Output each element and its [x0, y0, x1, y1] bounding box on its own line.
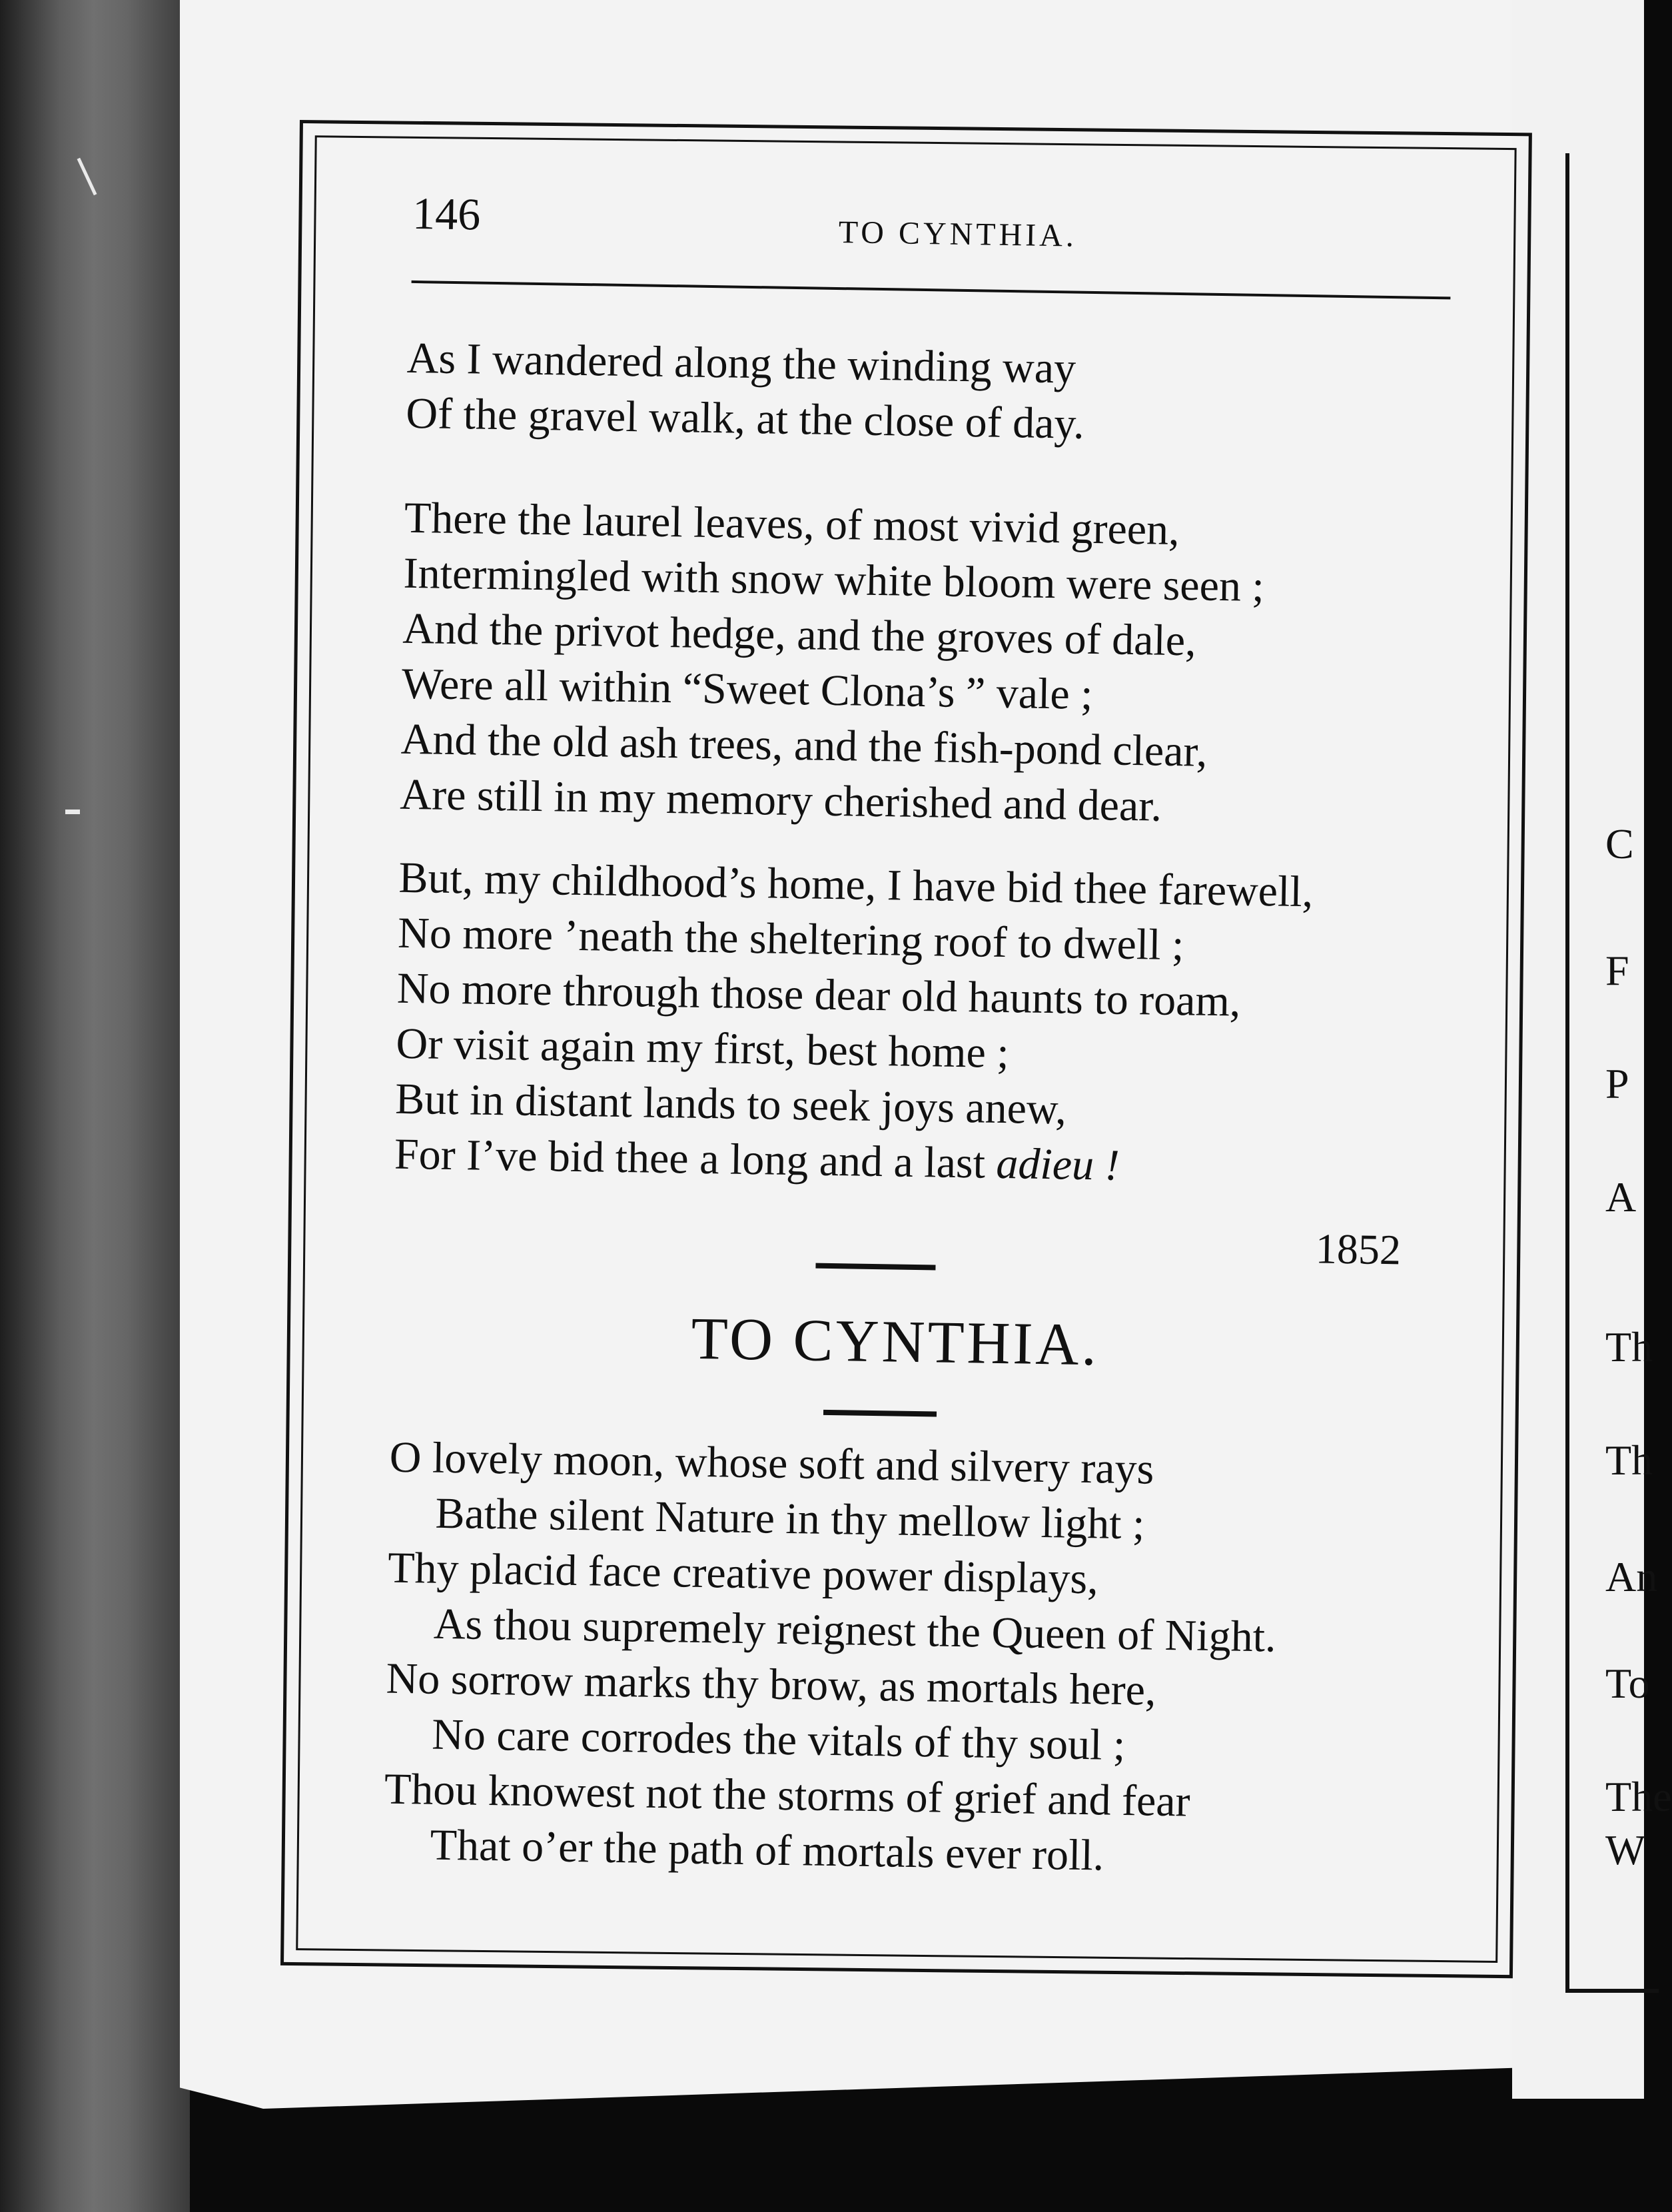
verse-line: As thou supremely reignest the Queen of Night.	[433, 1599, 1277, 1662]
facing-page-fragment: Th	[1605, 1436, 1653, 1484]
verse-line: No sorrow marks thy brow, as mortals here,	[386, 1654, 1157, 1715]
verse-line: Bathe silent Nature in thy mellow light ;	[435, 1488, 1146, 1549]
verse-line: No more through those dear old haunts to roam,	[396, 963, 1241, 1026]
poem-title: TO CYNTHIA.	[690, 1305, 1100, 1379]
verse-line: Intermingled with snow white bloom were seen ;	[403, 548, 1265, 612]
verse-line: But in distant lands to seek joys anew,	[394, 1074, 1067, 1134]
verse-line: That o’er the path of mortals ever roll.	[430, 1820, 1104, 1880]
date-year: 1852	[1315, 1225, 1402, 1274]
verse-line: O lovely moon, whose soft and silvery rays	[389, 1432, 1154, 1494]
verse-line: There the laurel leaves, of most vivid green,	[404, 493, 1180, 555]
verse-line: Are still in my memory cherished and dear.	[399, 770, 1162, 831]
verse-line-text: For I’ve bid thee a long and a last	[394, 1129, 997, 1188]
verse-line: No care corrodes the vitals of thy soul ;	[431, 1710, 1126, 1770]
verse-line: And the old ash trees, and the fish-pond clear,	[400, 714, 1208, 776]
facing-page-fragment: W	[1605, 1826, 1646, 1874]
facing-page-fragment: An	[1605, 1553, 1658, 1600]
verse-line: Thou knowest not the storms of grief and fear	[384, 1764, 1191, 1826]
spine-mark	[65, 810, 80, 814]
facing-page-fragment: P	[1605, 1060, 1629, 1107]
facing-page-fragment: To	[1605, 1660, 1650, 1707]
poem-body	[383, 1430, 1279, 1886]
verse-line: Thy placid face creative power displays,	[387, 1543, 1099, 1604]
stanza-3	[394, 850, 1313, 1197]
spine-mark	[77, 158, 97, 195]
verse-line: But, my childhood’s home, I have bid thee farewell,	[398, 853, 1314, 917]
facing-page-fragment: A	[1605, 1173, 1637, 1221]
verse-line: No more ’neath the sheltering roof to dwell ;	[397, 908, 1185, 970]
stanza-2	[400, 490, 1266, 835]
facing-page-fragment: The	[1605, 1773, 1672, 1820]
verse-line: As I wandered along the winding way	[406, 333, 1076, 393]
facing-page-fragment: C	[1605, 820, 1634, 867]
running-head: TO CYNTHIA.	[838, 214, 1078, 254]
verse-line: And the privot hedge, and the groves of dale,	[402, 604, 1197, 666]
facing-page-frame-bottom	[1565, 1989, 1659, 1993]
verse-line: Of the gravel walk, at the close of day.	[405, 388, 1085, 448]
title-rule-bottom	[823, 1410, 937, 1417]
facing-page-fragment: Th	[1605, 1323, 1653, 1371]
page-content	[346, 180, 1452, 1916]
book-spine	[0, 0, 190, 2212]
italic-word: adieu !	[995, 1139, 1120, 1190]
header-rule	[412, 280, 1451, 300]
title-rule-top	[815, 1263, 935, 1271]
verse-line: Or visit again my first, best home ;	[396, 1019, 1010, 1078]
stanza-1	[406, 330, 1086, 452]
verse-line: Were all within “Sweet Clona’s ” vale ;	[401, 659, 1094, 720]
page-number: 146	[412, 187, 481, 240]
facing-page-frame	[1565, 153, 1569, 1992]
facing-page-edge	[1512, 0, 1672, 2099]
facing-page-fragment: F	[1605, 947, 1629, 994]
